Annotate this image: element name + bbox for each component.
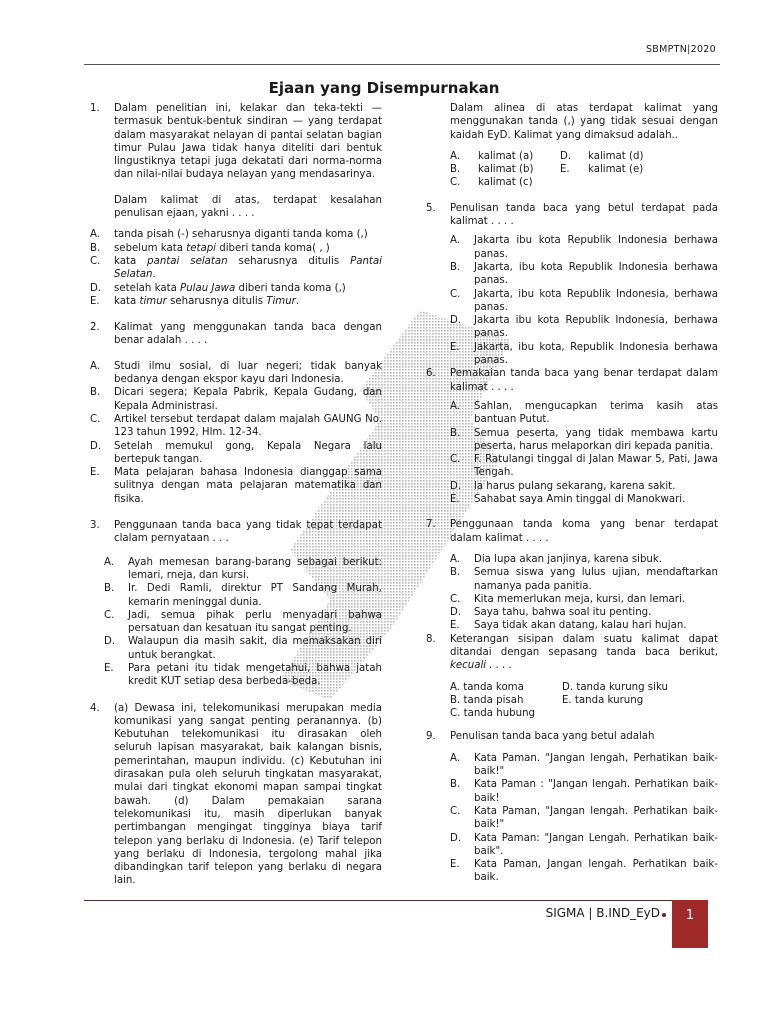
option-letter: A. [450, 400, 461, 412]
option-letter: E. [104, 662, 114, 674]
option-text: Kita memerlukan meja, kursi, dan lemari. [474, 593, 686, 605]
option-c[interactable] [90, 413, 382, 440]
question-stem: Pemakaian tanda baca yang benar terdapat dalam kalimat . . . . [450, 368, 718, 393]
option-text: Kata Paman, "Jangan lengah. Perhatikan baik-baik!" [474, 805, 718, 831]
option-letter: A. [450, 150, 461, 162]
option-d[interactable] [450, 314, 718, 341]
option-letter: C. [450, 288, 461, 300]
option-a[interactable] [450, 400, 718, 427]
option-b[interactable] [104, 582, 382, 609]
option-text: sebelum kata [114, 242, 187, 254]
option-letter: C. [450, 593, 461, 605]
option-text: F. Ratulangi tinggal di Jalan Mawar 5, Pati, Jawa Tengah. [474, 454, 718, 479]
question-number: 5. [426, 202, 436, 214]
option-e[interactable] [450, 341, 718, 368]
question-7 [426, 518, 718, 632]
option-b[interactable]: B. tanda pisah [450, 694, 524, 706]
option-a[interactable] [450, 553, 718, 566]
option-letter: B. [104, 583, 115, 595]
option-e[interactable] [450, 619, 718, 632]
question-1 [90, 102, 382, 308]
page-title: Ejaan yang Disempurnakan [268, 79, 500, 97]
option-c[interactable] [104, 609, 382, 636]
option-letter: B. [450, 164, 461, 176]
left-column [90, 102, 382, 888]
option-letter: D. [104, 636, 116, 648]
option-d[interactable] [90, 282, 382, 295]
footer-bullet-icon [662, 913, 666, 917]
question-stem: Kalimat yang menggunakan tanda baca dengan benar adalah . . . . [114, 322, 382, 347]
question-stem: Dalam penelitian ini, kelakar dan teka-tekti — termasuk bentuk-bentuk sindiran — yang terdapat dalam masyarakat nelayan di pantai selatan bagian timur Pulau Jawa tidak hanya diteliti dari bentuk lingustiknya tetapi juga dekatati dari norma-norma dan nilai-nilai budaya nelayan yang mendasarinya. [114, 103, 382, 181]
option-c[interactable] [450, 453, 718, 480]
option-text: kalimat (b) [478, 164, 534, 176]
question-stem-italic: kecuali . . . . [450, 660, 513, 672]
option-letter: C. [104, 609, 115, 621]
option-a[interactable] [90, 228, 382, 241]
option-text: setelah kata [114, 282, 181, 294]
option-letter: C. [90, 413, 101, 425]
option-text: seharusnya ditulis [166, 295, 267, 307]
option-a[interactable] [450, 234, 718, 261]
option-text: tanda pisah (-) seharusnya diganti tanda koma (,) [114, 229, 368, 241]
option-text: Jakarta ibu kota Republik Indonesia, berhawa panas. [474, 315, 718, 340]
option-letter: B. [450, 567, 461, 579]
option-text: kata [114, 295, 140, 307]
option-a[interactable] [450, 752, 718, 779]
header-tag: SBMPTN|2020 [645, 44, 716, 55]
option-letter: D. [90, 282, 102, 294]
option-text: Dicari segera; Kepala Pabrik, Kepala Gudang, dan Kepala Administrasi. [114, 387, 382, 412]
option-text: Jadi, semua pihak perlu menyadari bahwa persatuan dan kesatuan itu sangat penting. [128, 609, 382, 635]
option-b[interactable] [90, 386, 382, 413]
option-letter: C. [450, 805, 461, 817]
option-e[interactable] [90, 466, 382, 506]
option-italic: timur [139, 295, 167, 307]
option-b[interactable] [90, 242, 382, 255]
option-letter: C. [450, 177, 461, 189]
option-italic: Pantai Selatan [114, 255, 382, 281]
option-letter: D. [450, 607, 462, 619]
question-number: 6. [426, 368, 436, 380]
right-column [426, 102, 718, 885]
question-number: 8. [426, 633, 436, 645]
question-3 [90, 519, 382, 689]
option-e[interactable] [90, 295, 382, 308]
option-letter: D. [450, 480, 462, 492]
option-letter: A. [450, 752, 461, 764]
option-text: kalimat (e) [588, 164, 644, 176]
option-d[interactable] [450, 832, 718, 859]
option-text: Kata Paman : "Jangan lengah. Perhatikan baik-baik! [474, 779, 718, 804]
option-text: Setelah memukul gong, Kepala Negara lalu bertepuk tangan. [114, 440, 382, 465]
option-c[interactable] [450, 593, 718, 606]
option-text: seharusnya ditulis [227, 255, 351, 267]
option-c[interactable] [450, 805, 718, 832]
option-e[interactable] [450, 858, 718, 885]
option-text: Dia lupa akan janjinya, karena sibuk. [474, 553, 663, 565]
option-text: Jakarta, ibu kota Republik Indonesia, berhawa panas. [474, 288, 718, 313]
option-text: kalimat (a) [478, 150, 534, 162]
option-letter: A. [104, 556, 115, 568]
header-divider [84, 64, 720, 65]
option-letter: D. [450, 832, 462, 844]
option-c[interactable] [450, 288, 718, 315]
option-c[interactable] [450, 176, 560, 189]
option-letter: C. [90, 255, 101, 267]
option-letter: A. [450, 553, 461, 565]
option-e[interactable] [104, 662, 382, 689]
option-letter: E. [90, 467, 100, 479]
option-e[interactable] [450, 493, 718, 506]
option-b[interactable] [450, 163, 560, 176]
option-letter: B. [450, 261, 461, 273]
option-italic: pantai selatan [147, 255, 228, 267]
option-letter: B. [90, 387, 101, 399]
footer-text: SIGMA | B.IND_EyD [545, 906, 660, 920]
question-number: 2. [90, 322, 100, 334]
option-text: Semua siswa yang lulus ujian, mendaftarkan namanya pada panitia. [474, 567, 718, 592]
question-stem: Penggunaan tanda koma yang benar terdapat dalam kalimat . . . . [450, 519, 718, 544]
option-e[interactable] [560, 163, 710, 176]
question-4 [90, 702, 382, 888]
option-text: Sahabat saya Amin tinggal di Manokwari. [474, 494, 686, 506]
question-number: 1. [90, 103, 100, 114]
option-b[interactable] [450, 566, 718, 593]
option-b[interactable] [450, 261, 718, 288]
option-letter: D. [450, 315, 462, 327]
option-c[interactable]: C. tanda hubung [450, 708, 535, 720]
option-text: kalimat (c) [478, 177, 533, 189]
option-text: Saya tahu, bahwa soal itu penting. [474, 607, 652, 619]
option-b[interactable] [450, 427, 718, 454]
question-8 [426, 633, 718, 721]
option-letter: B. [90, 242, 101, 254]
option-text: kalimat (d) [588, 150, 644, 162]
option-d[interactable] [560, 150, 710, 163]
option-d[interactable] [104, 635, 382, 662]
option-text: Mata pelajaran bahasa Indonesia dianggap sama sulitnya dengan mata pelajaran matematika dan fisika. [114, 467, 382, 505]
option-letter: E. [450, 859, 460, 871]
option-text: Jakarta, ibu kota, Republik Indonesia berhawa panas. [474, 341, 718, 367]
option-text: Saya tidak akan datang, kalau hari hujan. [474, 620, 687, 632]
option-text: Sahlan, mengucapkan terima kasih atas bantuan Putut. [474, 400, 718, 426]
question-number: 9. [426, 731, 436, 743]
question-stem: Penggunaan tanda baca yang tidak tepat terdapat clalam pernyataan . . . [114, 520, 382, 545]
question-5 [426, 202, 718, 368]
option-text: Walaupun dia masih sakit, dia memaksakan diri untuk berangkat. [128, 636, 382, 661]
option-letter: B. [450, 779, 461, 791]
option-text: kata [114, 255, 148, 267]
option-d[interactable]: D. tanda kurung siku [562, 681, 668, 693]
question-6 [426, 367, 718, 506]
option-c[interactable] [90, 255, 382, 282]
option-text: Artikel tersebut terdapat dalam majalah GAUNG No. 123 tahun 1992, Hlm. 12-34. [114, 413, 382, 439]
option-text: . [295, 295, 300, 307]
option-letter: A. [90, 229, 101, 241]
option-italic: Timur [266, 295, 296, 307]
option-text: Semua peserta, yang tidak membawa kartu peserta, harus melaporkan diri kepada panitia. [474, 427, 718, 452]
option-italic: Pulau Jawa [180, 282, 236, 294]
option-text: Jakarta ibu kota Republik Indonesia berhawa panas. [474, 235, 718, 260]
question-9 [426, 730, 718, 884]
option-letter: D. [560, 150, 572, 162]
option-text: Jakarta, ibu kota Republik Indonesia berhawa panas. [474, 261, 718, 287]
option-text: Ayah memesan barang-barang sebagai berikut: lemari, rneja, dan kursi. [128, 556, 382, 581]
option-text: diberi tanda koma( , ) [216, 242, 330, 254]
option-a[interactable] [450, 150, 560, 163]
option-a[interactable] [104, 556, 382, 583]
question-stem: (a) Dewasa ini, telekomunikasi merupakan media komunikasi yang sangat penting peranannya. (b) Kebutuhan telekomunikasi itu dirasakan oleh seluruh lapisan masyarakat, baik kalangan bisnis, pemerintahan, maupun individu. (c) Kebutuhan ini dirasakan pula oleh seluruh tingkatan masyarakat, mulai dari tingkat ekonomi mapan sampai tingkat bawah. (d) Dalam pemakaian sarana telekomunikasi itu, masih diperlukan banyak pertimbangan mengingat tingginya biaya tarif telepon yang berlaku di Indonesia. (e) Tarif telepon yang berlaku di Indonesia, tergolong mahal jika dibandingkan tarif telepon yang berlaku di negara lain. [114, 702, 382, 887]
option-letter: A. [90, 360, 101, 372]
question-stem: Penulisan tanda baca yang betul adalah [450, 731, 655, 743]
question-stem [450, 633, 718, 673]
option-letter: C. [450, 454, 461, 466]
option-text: Kata Paman. "Jangan lengah, Perhatikan baik-baik!" [474, 752, 718, 778]
option-letter: A. [450, 235, 461, 247]
footer-divider [84, 900, 674, 901]
option-text: Kata Paman: "Jangan Lengah. Perhatikan baik-baik". [474, 832, 718, 857]
option-a[interactable]: A. tanda koma [450, 681, 524, 693]
question-number: 7. [426, 519, 436, 531]
option-a[interactable] [90, 360, 382, 387]
question-stem: Penulisan tanda baca yang betul terdapat pada kalimat . . . . [450, 202, 718, 228]
option-letter: B. [450, 427, 461, 439]
option-letter: E. [450, 341, 460, 353]
option-letter: E. [90, 295, 100, 307]
option-letter: D. [90, 440, 102, 452]
option-text: . [152, 269, 156, 281]
option-text: Kata Paman, Jangan lengah. Perhatikan baik-baik. [474, 859, 718, 884]
question-stem: Dalam alinea di atas terdapat kalimat yang menggunakan tanda (,) yang tidak sesuai dengan kaidah EyD. Kalimat yang dimaksud adalah.. [450, 103, 718, 141]
option-text: Ir. Dedi Ramli, direktur PT Sandang Murah, kemarin meninggal dunia. [128, 583, 382, 608]
option-letter: E. [450, 494, 460, 506]
question-stem-text: Keterangan sisipan dalam suatu kalimat dapat ditandai dengan sepasang tanda baca berikut, [450, 633, 718, 658]
option-italic: tetapi [186, 242, 216, 254]
question-4-continued [426, 102, 718, 190]
option-text: la harus pulang sekarang, karena sakit. [474, 480, 676, 492]
question-number: 4. [90, 702, 100, 714]
option-letter: E. [450, 620, 460, 632]
option-d[interactable] [450, 606, 718, 619]
option-e[interactable]: E. tanda kurung [562, 694, 644, 706]
question-ask: Dalam kalimat di atas, terdapat kesalahan penulisan ejaan, yakni . . . . [114, 194, 382, 220]
page-number: 1 [672, 900, 708, 948]
option-d[interactable] [450, 480, 718, 493]
option-b[interactable] [450, 778, 718, 805]
option-letter: E. [560, 164, 570, 176]
question-2 [90, 321, 382, 506]
option-text: Para petani itu tidak mengetahui, bahwa jatah kredit KUT setiap desa berbeda-beda. [128, 662, 382, 688]
option-text: Studi ilmu sosial, di luar negeri; tidak banyak bedanya dengan ekspor kayu dari Indonesia. [114, 360, 382, 386]
option-text: diberi tanda koma (,) [235, 282, 346, 294]
question-number: 3. [90, 520, 100, 532]
option-d[interactable] [90, 440, 382, 467]
